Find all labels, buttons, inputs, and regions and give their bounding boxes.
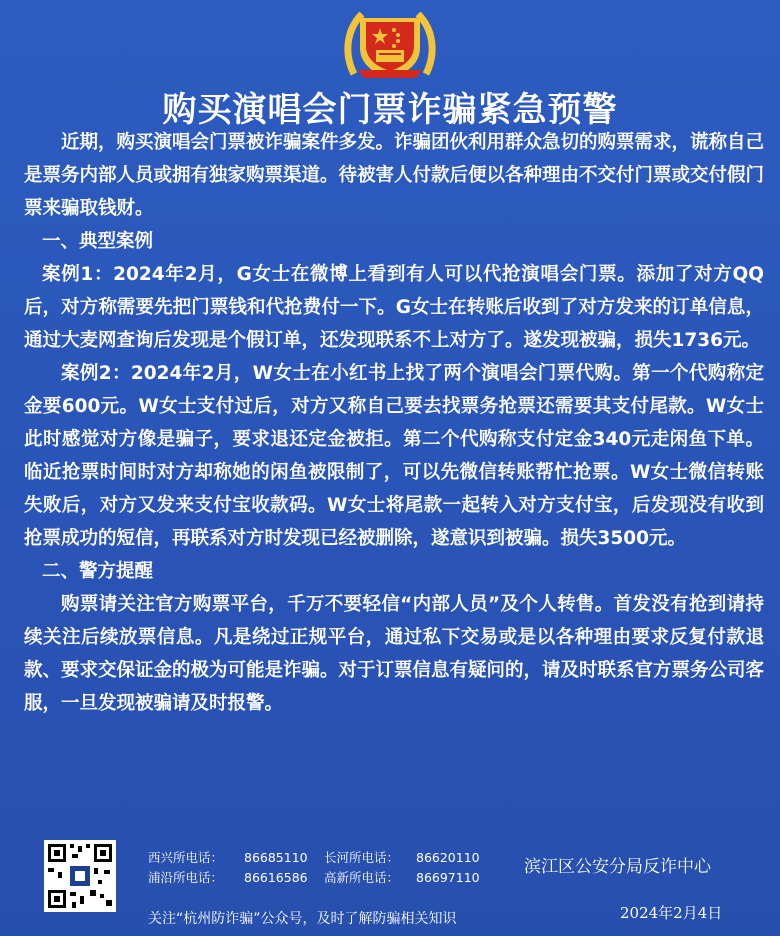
contact-label: 西兴所电话： [148,850,224,865]
section-heading-advice: 二、警方提醒 [42,561,154,582]
follow-notice: 关注“杭州防诈骗”公众号，及时了解防骗相关知识 [148,911,457,927]
agency-name: 滨江区公安分局反诈中心 [524,857,711,877]
intro-paragraph: 近期，购买演唱会门票被诈骗案件多发。诈骗团伙利用群众急切的购票需求，谎称自己是票务内部人员或拥有独家购票渠道。待被害人付款后便以各种理由不交付门票或交付假门票来骗取钱财。 [24,132,765,219]
contact-number: 86697110 [416,870,480,885]
contact-number: 86616586 [244,870,308,885]
contact-label: 高新所电话： [324,870,400,885]
case-2-paragraph: 案例2：2024年2月，W女士在小红书上找了两个演唱会门票代购。第一个代购称定金要600元。W女士支付过后，对方又称自己要去找票务抢票还需要其支付尾款。W女士此时感觉对方像是骗子，要求退还定金被拒。第二个代购称支付定金340元走闲鱼下单。临近抢票时间时对方却称她的闲鱼被限制了，可以先微信转账帮忙抢票。W女士微信转账失败后，对方又发来支付宝收款码。W女士将尾款一起转入对方支付宝，后发现没有收到抢票成功的短信，再联系对方时发现已经被删除，遂意识到被骗。损失3500元。 [24,363,764,549]
contact-row [148,868,480,888]
advice-paragraph: 购票请关注官方购票平台，千万不要轻信“内部人员”及个人转售。首发没有抢到请持续关注后续放票信息。凡是绕过正规平台，通过私下交易或是以各种理由要求反复付款退款、要求交保证金的极为可能是诈骗。对于订票信息有疑问的，请及时联系官方票务公司客服，一旦发现被骗请及时报警。 [24,594,765,714]
contact-number: 86685110 [244,850,308,865]
article-body [24,126,764,720]
footer [0,848,780,936]
section-heading-cases: 一、典型案例 [42,231,154,252]
police-emblem-icon [340,4,440,80]
case-1-paragraph: 案例1：2024年2月，G女士在微博上看到有人可以代抢演唱会门票。添加了对方QQ后，对方称需要先把门票钱和代抢费付一下。G女士在转账后收到了对方发来的订单信息，通过大麦网查询后发现是个假订单，还发现联系不上对方了。遂发现被骗，损失1736元。 [24,264,764,351]
contact-list [148,848,480,888]
page-title: 购买演唱会门票诈骗紧急预警 [162,90,618,130]
contact-number: 86620110 [416,850,480,865]
publish-date: 2024年2月4日 [620,904,723,922]
contact-label: 长河所电话： [324,850,400,865]
contact-row [148,848,480,868]
contact-label: 浦沿所电话： [148,870,224,885]
qr-code-icon[interactable] [44,840,116,912]
